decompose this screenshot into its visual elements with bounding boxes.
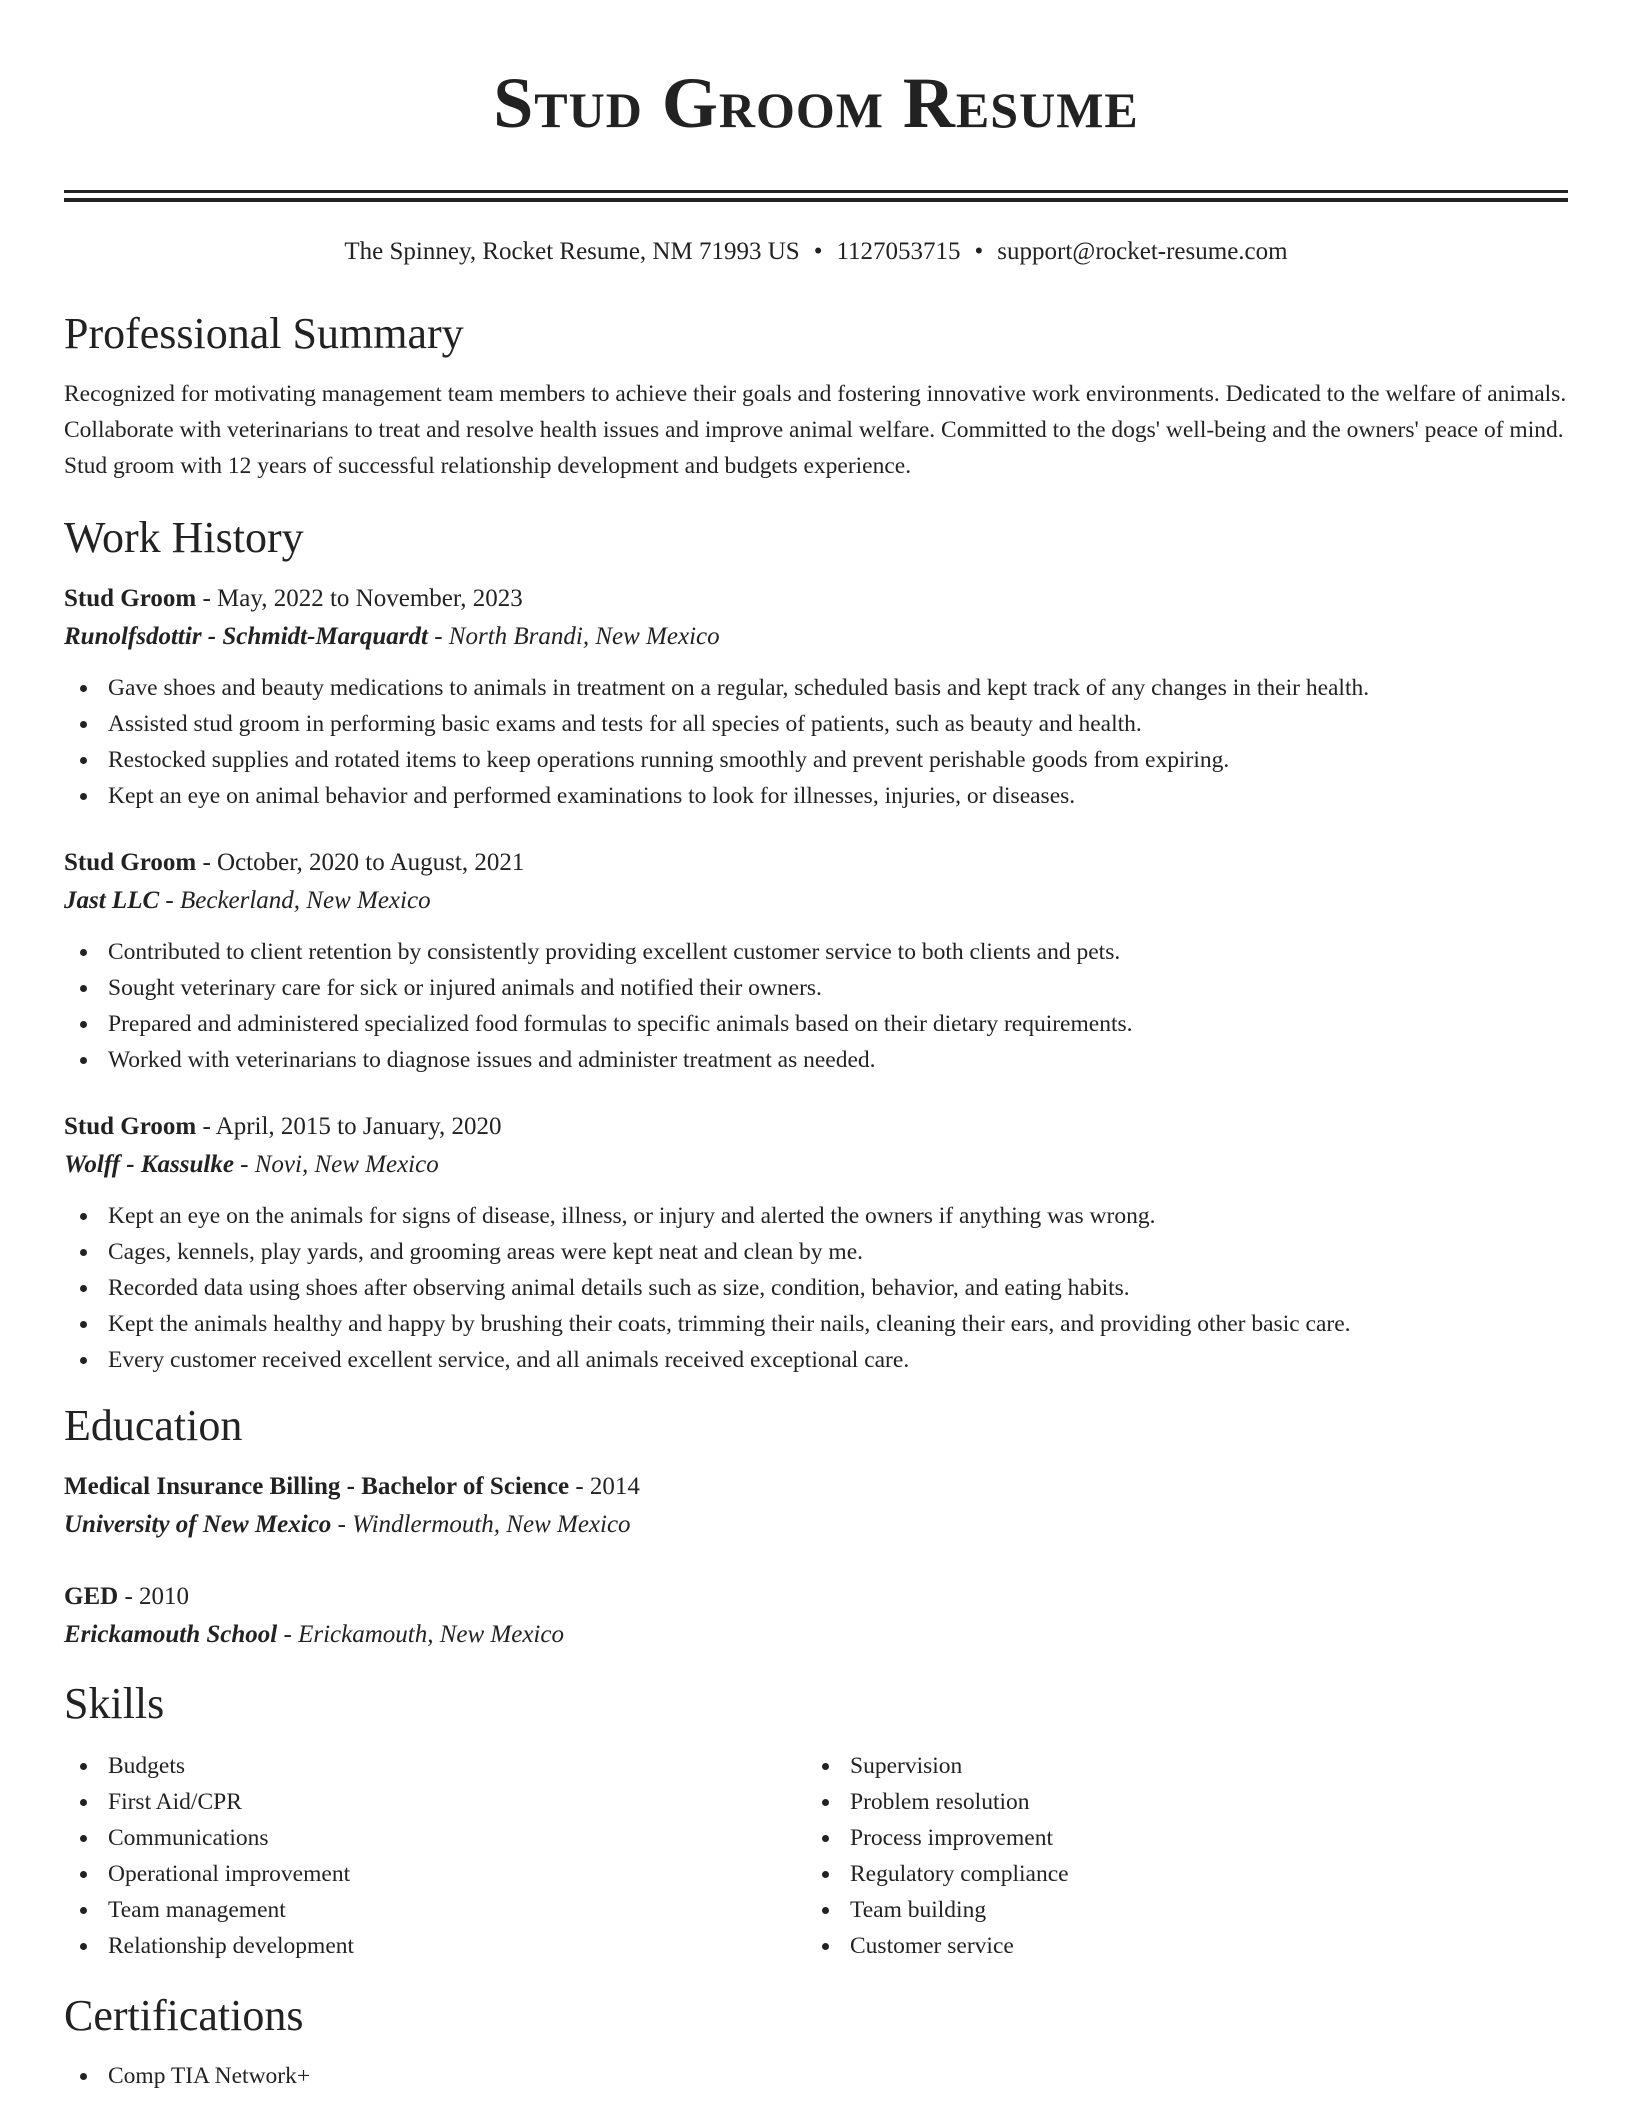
job-duties: [64, 1198, 1568, 1378]
job-company: Wolff - Kassulke: [64, 1151, 234, 1178]
job-employer: [64, 1146, 1568, 1184]
list-item: Kept the animals healthy and happy by brushing their coats, trimming their nails, cleaning their ears, and providing other basic care.: [64, 1306, 1568, 1342]
education-school: University of New Mexico: [64, 1511, 332, 1538]
list-item: Every customer received excellent service, and all animals received exceptional care.: [64, 1342, 1568, 1378]
job-duties: [64, 934, 1568, 1078]
work-history-heading: Work History: [64, 513, 304, 562]
summary-heading: Professional Summary: [64, 309, 464, 358]
list-item: Process improvement: [806, 1820, 1548, 1856]
skills-list: [64, 1748, 806, 1964]
skills-heading: Skills: [64, 1679, 165, 1728]
contact-email: support@rocket-resume.com: [997, 238, 1288, 265]
certifications-list: [64, 2058, 1568, 2094]
job-entry: [64, 844, 1568, 1078]
job-employer: [64, 882, 1568, 920]
job-company: Jast LLC: [64, 887, 160, 914]
job-dates: - April, 2015 to January, 2020: [196, 1113, 502, 1140]
job-location: - Novi, New Mexico: [233, 1151, 439, 1178]
list-item: Supervision: [806, 1748, 1548, 1784]
list-item: Cages, kennels, play yards, and grooming areas were kept neat and clean by me.: [64, 1234, 1568, 1270]
list-item: Relationship development: [64, 1928, 806, 1964]
education-entry: [64, 1578, 1568, 1654]
education-degree: GED: [64, 1583, 119, 1610]
list-item: Problem resolution: [806, 1784, 1548, 1820]
list-item: Contributed to client retention by consistently providing excellent customer service to both clients and pets.: [64, 934, 1568, 970]
skills-grid: [64, 1748, 1568, 1964]
skills-column-left: [64, 1748, 806, 1964]
job-dates: - October, 2020 to August, 2021: [196, 849, 525, 876]
title-divider-bottom: [64, 198, 1568, 202]
list-item: Team building: [806, 1892, 1548, 1928]
list-item: Restocked supplies and rotated items to keep operations running smoothly and prevent perishable goods from expiring.: [64, 742, 1568, 778]
skills-list: [806, 1748, 1548, 1964]
job-title: Stud Groom: [64, 1113, 197, 1140]
education-school: Erickamouth School: [64, 1621, 278, 1648]
contact-address: The Spinney, Rocket Resume, NM 71993 US: [344, 238, 800, 265]
certifications-heading: Certifications: [64, 1991, 304, 2040]
skills-column-right: [806, 1748, 1548, 1964]
education-entry: [64, 1468, 1568, 1544]
job-location: - Beckerland, New Mexico: [159, 887, 431, 914]
list-item: Operational improvement: [64, 1856, 806, 1892]
title-divider-top: [64, 190, 1568, 193]
contact-separator: •: [974, 238, 984, 265]
education-school-line: [64, 1506, 1568, 1544]
job-company: Runolfsdottir - Schmidt-Marquardt: [64, 623, 428, 650]
job-header: [64, 1108, 1568, 1146]
contact-line: [64, 236, 1568, 268]
list-item: Recorded data using shoes after observing animal details such as size, condition, behavior, and eating habits.: [64, 1270, 1568, 1306]
education-year: - 2010: [118, 1583, 190, 1610]
education-year: - 2014: [569, 1473, 640, 1500]
job-employer: [64, 618, 1568, 656]
job-dates: - May, 2022 to November, 2023: [196, 585, 523, 612]
list-item: Communications: [64, 1820, 806, 1856]
list-item: Worked with veterinarians to diagnose issues and administer treatment as needed.: [64, 1042, 1568, 1078]
job-title: Stud Groom: [64, 585, 197, 612]
education-location: - Windlermouth, New Mexico: [331, 1511, 631, 1538]
contact-separator: •: [813, 238, 823, 265]
list-item: Assisted stud groom in performing basic exams and tests for all species of patients, such as beauty and health.: [64, 706, 1568, 742]
summary-text: Recognized for motivating management team members to achieve their goals and fostering innovative work environments. Dedicated to the welfare of animals. Collaborate with veterinarians to treat and resolve health issues and improve animal welfare. Committed to the dogs' well-being and the owners' peace of mind. Stud groom with 12 years of successful relationship development and budgets experience.: [64, 381, 1567, 479]
contact-phone: 1127053715: [836, 238, 961, 265]
list-item: Comp TIA Network+: [64, 2058, 1568, 2094]
education-heading: Education: [64, 1401, 243, 1450]
education-header: [64, 1468, 1568, 1506]
resume-title: Stud Groom Resume: [493, 63, 1139, 143]
job-header: [64, 844, 1568, 882]
list-item: Budgets: [64, 1748, 806, 1784]
list-item: Sought veterinary care for sick or injured animals and notified their owners.: [64, 970, 1568, 1006]
list-item: Customer service: [806, 1928, 1548, 1964]
list-item: Gave shoes and beauty medications to animals in treatment on a regular, scheduled basis and kept track of any changes in their health.: [64, 670, 1568, 706]
list-item: Kept an eye on animal behavior and performed examinations to look for illnesses, injuries, or diseases.: [64, 778, 1568, 814]
list-item: Prepared and administered specialized food formulas to specific animals based on their dietary requirements.: [64, 1006, 1568, 1042]
job-location: - North Brandi, New Mexico: [427, 623, 720, 650]
job-header: [64, 580, 1568, 618]
list-item: Regulatory compliance: [806, 1856, 1548, 1892]
job-entry: [64, 1108, 1568, 1378]
education-degree: Medical Insurance Billing - Bachelor of Science: [64, 1473, 570, 1500]
list-item: First Aid/CPR: [64, 1784, 806, 1820]
job-duties: [64, 670, 1568, 814]
education-header: [64, 1578, 1568, 1616]
education-location: - Erickamouth, New Mexico: [277, 1621, 564, 1648]
list-item: Kept an eye on the animals for signs of disease, illness, or injury and alerted the owners if anything was wrong.: [64, 1198, 1568, 1234]
education-school-line: [64, 1616, 1568, 1654]
job-entry: [64, 580, 1568, 814]
list-item: Team management: [64, 1892, 806, 1928]
job-title: Stud Groom: [64, 849, 197, 876]
